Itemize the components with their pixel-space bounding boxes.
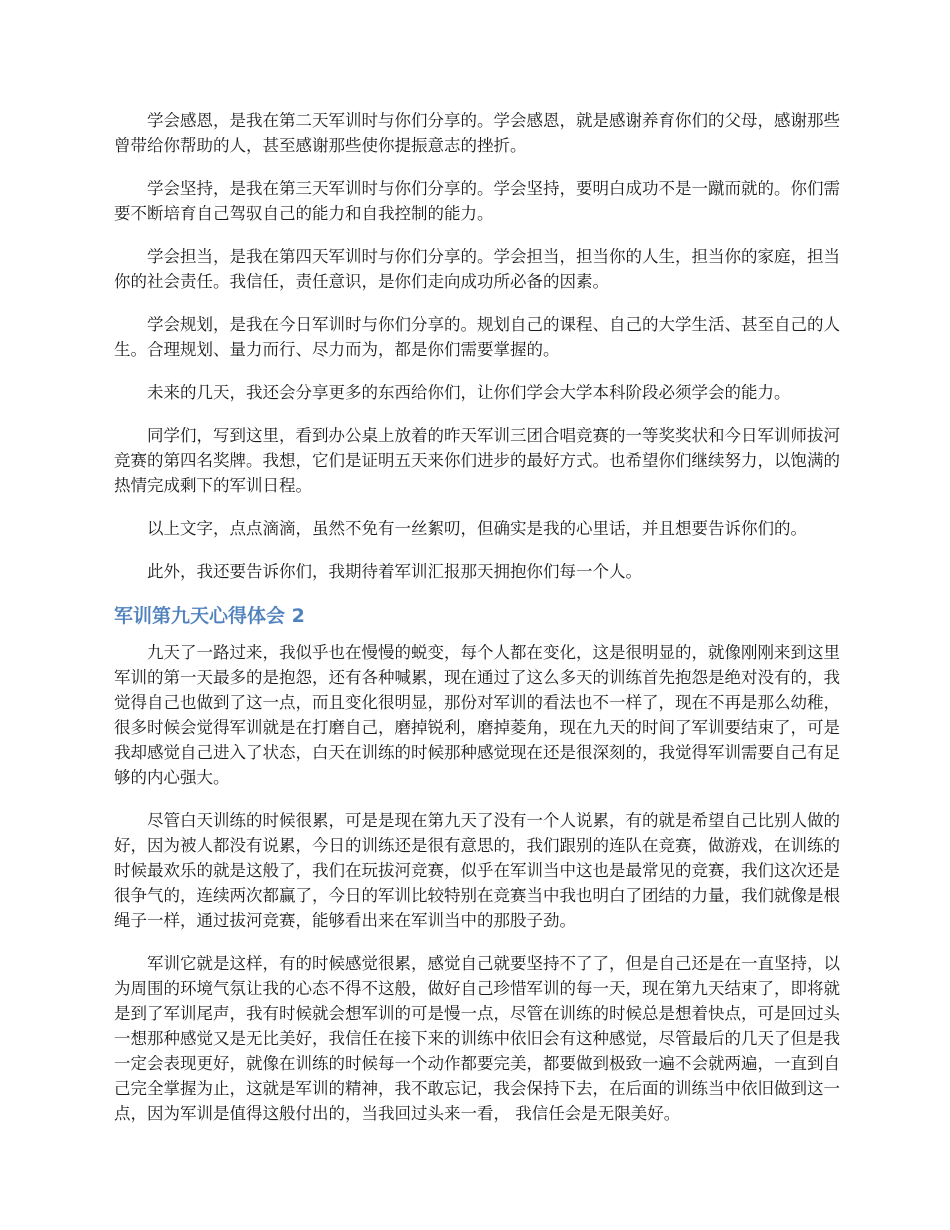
paragraph-planning: 学会规划，是我在今日军训时与你们分享的。规划自己的课程、自己的大学生活、甚至自己的人生。合理规划、量力而行、尽力而为，都是你们需要掌握的。 [114, 315, 840, 359]
paragraph-persistence: 学会坚持，是我在第三天军训时与你们分享的。学会坚持，要明白成功不是一蹴而就的。你们需要不断培育自己驾驭自己的能力和自我控制的能力。 [114, 179, 840, 223]
paragraph-transformation: 九天了一路过来，我似乎也在慢慢的蜕变，每个人都在变化，这是很明显的，就像刚刚来到这里军训的第一天最多的是抱怨，还有各种喊累，现在通过了这么多天的训练首先抱怨是绝对没有的，我觉得自己也做到了这一点，而且变化很明显，那份对军训的看法也不一样了，现在不再是那么幼稚，很多时候会觉得军训就是在打磨自己，磨掉锐利，磨掉菱角，现在九天的时间了军训要结束了，可是我却感觉自己进入了状态，白天在训练的时候那种感觉现在还是很深刻的，我觉得军训需要自己有足够的内心强大。 [114, 643, 840, 787]
paragraph-closing: 此外，我还要告诉你们，我期待着军训汇报那天拥抱你们每一个人。 [147, 562, 642, 581]
document-page [114, 108, 840, 1144]
paragraph-heartfelt: 以上文字，点点滴滴，虽然不免有一丝絮叨，但确实是我的心里话，并且想要告诉你们的。 [147, 519, 807, 538]
paragraph-gratitude: 学会感恩，是我在第二天军训时与你们分享的。学会感恩，就是感谢养育你们的父母，感谢那些曾带给你帮助的人，甚至感谢那些使你提振意志的挫折。 [114, 111, 840, 155]
paragraph-future-days: 未来的几天，我还会分享更多的东西给你们，让你们学会大学本科阶段必须学会的能力。 [147, 383, 791, 402]
paragraph-responsibility: 学会担当，是我在第四天军训时与你们分享的。学会担当，担当你的人生，担当你的家庭，担当你的社会责任。我信任，责任意识，是你们走向成功所必备的因素。 [114, 247, 840, 291]
section-heading: 军训第九天心得体会 2 [114, 605, 305, 627]
paragraph-awards: 同学们，写到这里，看到办公桌上放着的昨天军训三团合唱竞赛的一等奖奖状和今日军训师拔河竞赛的第四名奖牌。我想，它们是证明五天来你们进步的最好方式。也希望你们继续努力，以饱满的热情完成剩下的军训日程。 [114, 426, 840, 495]
section-previous-letter [114, 108, 840, 584]
section-day-nine [114, 602, 840, 1126]
paragraph-perseverance: 军训它就是这样，有的时候感觉很累，感觉自己就要坚持不了了，但是自己还是在一直坚持，以为周围的环境气氛让我的心态不得不这般，做好自己珍惜军训的每一天，现在第九天结束了，即将就是到了军训尾声，我有时候就会想军训的可是慢一点，尽管在训练的时候总是想着快点，可是回过头一想那种感觉又是无比美好，我信任在接下来的训练中依旧会有这种感觉，尽管最后的几天了但是我一定会表现更好，就像在训练的时候每一个动作都要完美，都要做到极致一遍不会就两遍，一直到自己完全掌握为止，这就是军训的精神，我不敢忘记，我会保持下去，在后面的训练当中依旧做到这一点，因为军训是值得这般付出的，当我回过头来一看， 我信任会是无限美好。 [114, 954, 840, 1123]
paragraph-tug-of-war: 尽管白天训练的时候很累，可是是现在第九天了没有一个人说累，有的就是希望自己比别人做的好，因为被人都没有说累，今日的训练还是很有意思的，我们跟别的连队在竞赛，做游戏，在训练的时候最欢乐的就是这般了，我们在玩拔河竞赛，似乎在军训当中这也是最常见的竞赛，我们这次还是很争气的，连续两次都赢了，今日的军训比较特别在竞赛当中我也明白了团结的力量，我们就像是根绳子一样，通过拔河竞赛，能够看出来在军训当中的那股子劲。 [114, 811, 840, 930]
